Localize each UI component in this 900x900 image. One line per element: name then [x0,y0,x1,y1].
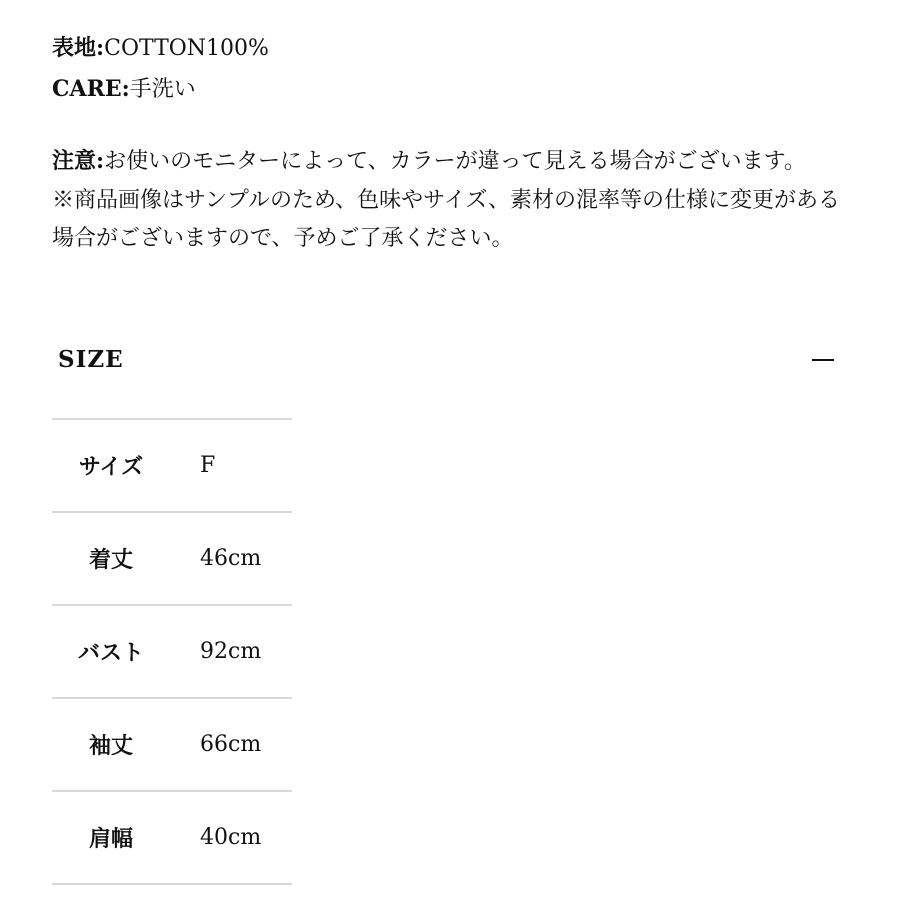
sleeve-row-label: 袖丈 [52,698,170,791]
table-row [52,419,292,512]
notes-block [52,142,842,259]
notes-body: お使いのモニターによって、カラーが違って見える場合がございます。 [104,149,806,174]
size-row-value: F [170,419,292,512]
care-line [52,69,852,110]
size-section-title: SIZE [58,346,124,373]
material-label: 表地: [52,35,105,61]
shoulder-row-label: 肩幅 [52,791,170,884]
length-row-label: 着丈 [52,512,170,605]
table-row [52,512,292,605]
bust-row-label: バスト [52,605,170,698]
length-row-value: 46cm [170,512,292,605]
minus-icon[interactable] [812,359,834,361]
sleeve-row-value: 66cm [170,698,292,791]
size-accordion-header[interactable] [58,340,834,380]
table-row [52,791,292,884]
size-table [52,418,292,885]
notes-paragraph [52,142,842,182]
material-line [52,28,852,69]
notes-label: 注意: [52,148,105,174]
product-details [52,28,852,852]
care-label: CARE: [52,76,130,102]
table-row [52,605,292,698]
material-value: COTTON100% [104,36,269,61]
bust-row-value: 92cm [170,605,292,698]
shoulder-row-value: 40cm [170,791,292,884]
notes-disclaimer: ※商品画像はサンプルのため、色味やサイズ、素材の混率等の仕様に変更がある場合がございますので、予めご了承ください。 [52,187,841,251]
size-row-label: サイズ [52,419,170,512]
care-value: 手洗い [129,77,196,102]
table-row [52,698,292,791]
